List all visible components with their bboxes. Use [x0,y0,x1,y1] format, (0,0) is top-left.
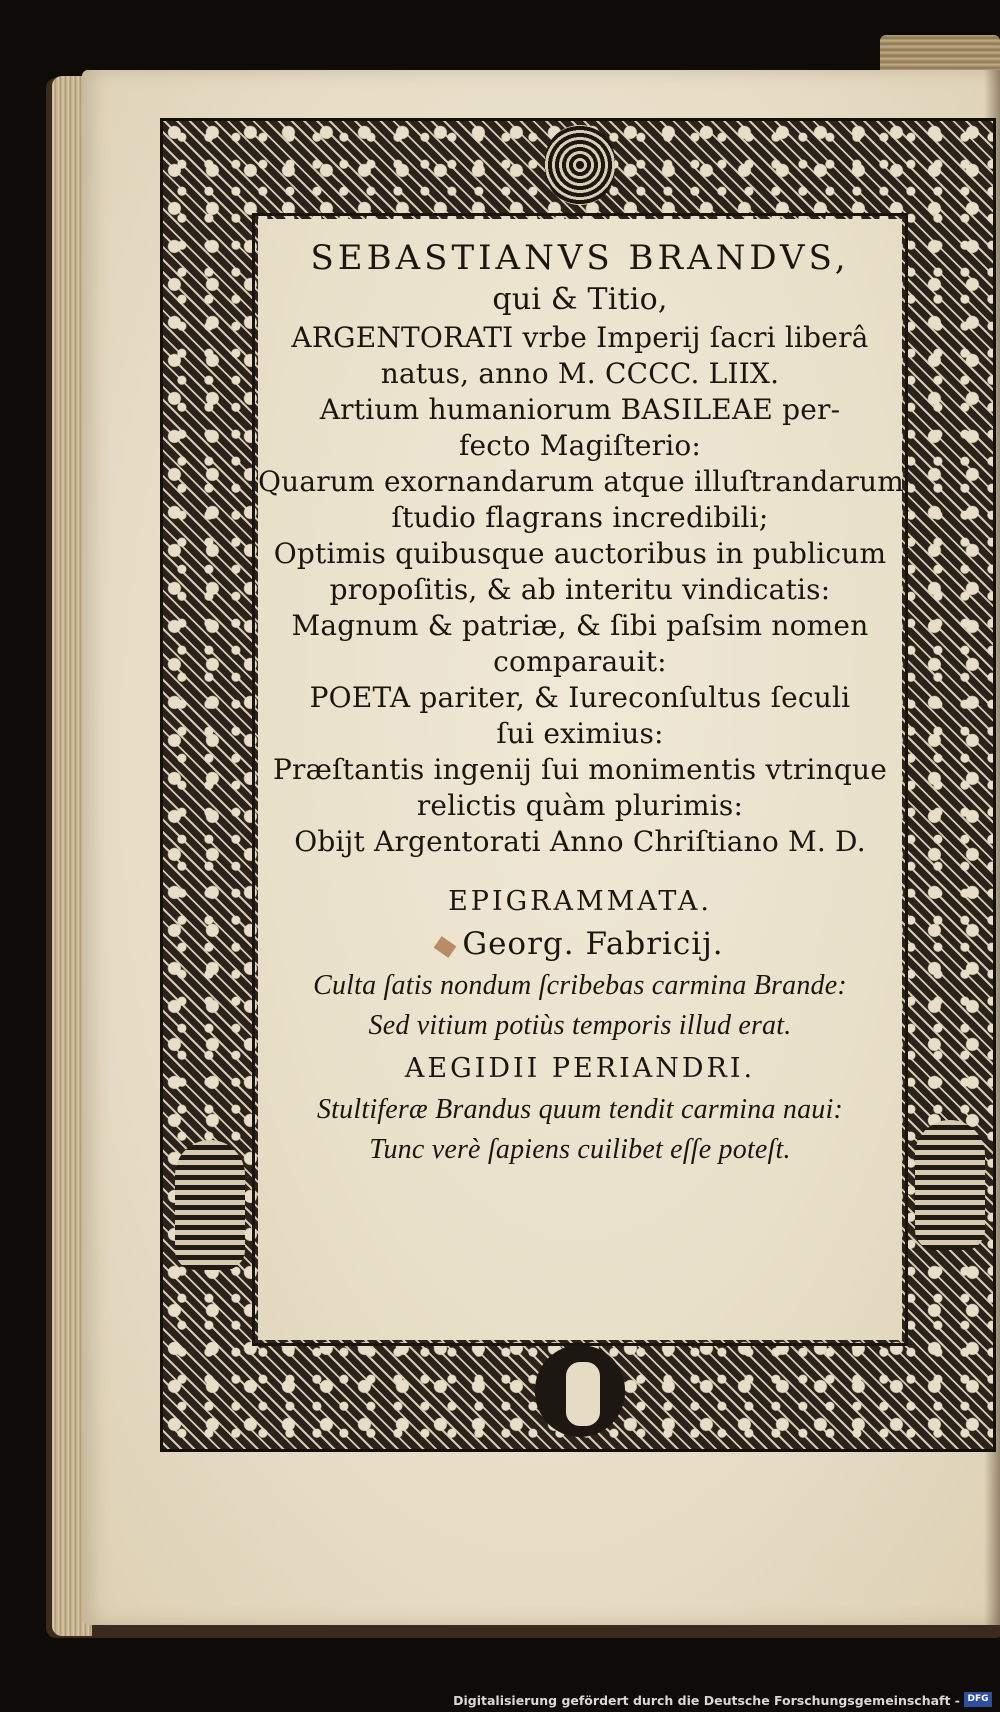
epigram-author-1 [258,922,902,966]
text-line: relictis quàm plurimis: [416,789,744,822]
vase-ornament-right [915,1120,985,1250]
dfg-logo: DFG [964,1692,992,1707]
red-mark-decoration [434,936,457,958]
text-line: natus, anno M. CCCC. LIIX. [380,357,780,390]
text-line: Obijt Argentorati Anno Chriſtiano M. D. [294,825,866,858]
text-line: fecto Magiſterio: [458,429,702,462]
verse-line: Tunc verè ſapiens cuilibet eſſe poteſt. [369,1134,791,1165]
text-line: ſui eximius: [496,717,664,750]
epigram-author-1-text: Georg. Fabricij. [462,926,724,962]
text-line: Artium humaniorum BASILEAE per- [319,393,841,426]
text-line: comparauit: [493,645,667,678]
text-line: qui & Titio, [492,282,668,317]
cartouche-ornament [535,1345,625,1437]
text-line: propoſitis, & ab interitu vindicatis: [329,573,831,606]
funding-notice: Digitalisierung gefördert durch die Deutsche Forschungsgemeinschaft - [453,1693,960,1708]
text-line: Præſtantis ingenij ſui monimentis vtrinque [272,753,888,786]
epigram-author-2: AEGIDII PERIANDRI. [404,1053,756,1084]
epigram-heading: EPIGRAMMATA. [448,886,712,917]
verse-line: Culta ſatis nondum ſcribebas carmina Brande: [313,970,847,1001]
text-line: Quarum exornandarum atque illuſtrandarum [258,465,904,498]
verse-line: Stultiferæ Brandus quum tendit carmina naui: [316,1094,843,1125]
title-text-block [258,232,902,1170]
text-line: Optimis quibusque auctoribus in publicum [273,537,887,570]
text-line: ARGENTORATI vrbe Imperij ſacri liberâ [291,321,869,354]
text-line: POETA pariter, & Iureconſultus ſeculi [309,681,851,714]
verse-line: Sed vitium potiùs temporis illud erat. [368,1010,792,1041]
text-line: SEBASTIANVS BRANDVS, [310,238,850,278]
text-line: Magnum & patriæ, & ſibi paſsim nomen [291,609,869,642]
border-medallion-ornament [545,125,615,205]
text-line: ſtudio flagrans incredibili; [391,501,769,534]
vase-ornament-left [175,1140,245,1270]
